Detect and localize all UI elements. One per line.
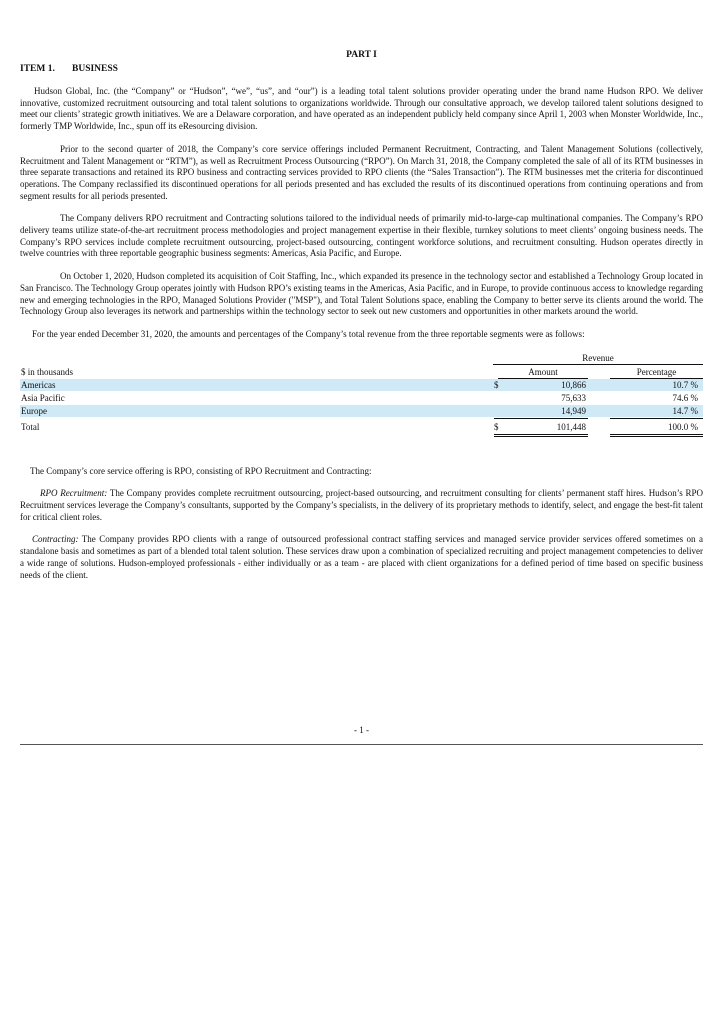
column-header-amount: Amount [498, 366, 588, 379]
page-number: - 1 - [354, 725, 369, 735]
total-rule-amount [494, 418, 588, 419]
paragraph-contracting [20, 534, 703, 581]
segment-amount: 14,949 [561, 405, 586, 416]
total-rule-percentage [610, 418, 703, 419]
paragraph-rpo-recruitment [20, 488, 703, 523]
footer-divider [20, 744, 703, 745]
item-heading [20, 64, 703, 74]
currency-symbol: $ [494, 421, 499, 432]
unit-label: $ in thousands [21, 366, 74, 377]
paragraph-intro: Hudson Global, Inc. (the “Company” or “Hudson”, “we”, “us”, and “our”) is a leading total talent solutions provider operating under the brand name Hudson RPO. We deliver innovative, customized recruitment outsourcing and total talent solutions to organizations worldwide. Through our consultative approach, we develop tailored talent solutions designed to meet our clients’ strategic growth initiatives. We are a Delaware corporation, and have operated as an independent publicly held company since April 1, 2003 when Monster Worldwide, Inc., formerly TMP Worldwide, Inc., spun off its eResourcing division. [20, 86, 703, 132]
rpo-recruitment-label: RPO Recruitment: [40, 488, 108, 499]
table-total-row [20, 421, 703, 433]
paragraph-revenue-intro: For the year ended December 31, 2020, the amounts and percentages of the Company’s total revenue from the three reportable segments were as follows: [32, 328, 585, 339]
revenue-table [20, 352, 703, 442]
double-rule-percentage [610, 434, 703, 437]
paragraph-rpo-delivery: The Company delivers RPO recruitment and Contracting solutions tailored to the individual needs of primarily mid-to-large-cap multinational companies. The Company’s RPO delivery teams utilize state-of-the-art recruitment process methodologies and project management expertise in their flexible, turnkey solutions to meet clients’ ongoing business needs. The Company’s RPO services include complete recruitment outsourcing, project-based outsourcing, contingent workforce solutions, and recruitment consulting. Hudson operates directly in twelve countries with three reportable geographic business segments: Americas, Asia Pacific, and Europe. [20, 213, 703, 259]
contracting-label: Contracting: [32, 534, 79, 545]
total-amount: 101,448 [556, 421, 586, 432]
segment-name: Asia Pacific [21, 392, 65, 403]
table-row [20, 392, 703, 404]
segment-percentage: 10.7 % [672, 379, 698, 390]
segment-name: Europe [21, 405, 47, 416]
segment-percentage: 74.6 % [672, 392, 698, 403]
segment-percentage: 14.7 % [672, 405, 698, 416]
total-label: Total [21, 421, 40, 432]
contracting-text: The Company provides RPO clients with a range of outsourced professional contract staffing services and managed service provider services offered sometimes on a standalone basis and sometimes as part of a blended total talent solution. These services draw upon a combination of specialized recruiting and project management competencies to deliver a wide range of solutions. Hudson-employed professionals - either individually or as a team - are placed with client organizations for a defined period of time based on specific business needs of the client. [20, 534, 703, 580]
segment-amount: 10,866 [561, 379, 586, 390]
table-header-row [20, 366, 703, 378]
paragraph-coit-acquisition: On October 1, 2020, Hudson completed its acquisition of Coit Staffing, Inc., which expanded its presence in the technology sector and established a Technology Group located in San Francisco. The Technology Group operates jointly with Hudson RPO’s existing teams in the Americas, Asia Pacific, and in Europe, to provide continuous access to knowledge regarding new and emerging technologies in the RPO, Managed Solutions Provider ("MSP"), and Total Talent Solutions space, enabling the Company to better serve its clients around the world. The Technology Group also leverages its network and partnerships within the technology sector to seek out new customers and opportunities in other markets around the world. [20, 271, 703, 317]
currency-symbol: $ [494, 379, 499, 390]
double-rule-amount [494, 434, 588, 437]
paragraph-rtm-history: Prior to the second quarter of 2018, the Company’s core service offerings included Permanent Recruitment, Contracting, and Talent Management Solutions (collectively, Recruitment and Talent Management or “RTM”), as well as Recruitment Process Outsourcing (“RPO”). On March 31, 2018, the Company completed the sale of all of its RTM businesses in three separate transactions and retained its RPO business and contracting services provided to RPO clients (the “Sales Transaction”). The RTM businesses met the criteria for discontinued operations. The Company reclassified its discontinued operations for all periods presented and has excluded the results of its discontinued operations from continuing operations and from segment results for all periods presented. [20, 143, 703, 201]
column-header-percentage: Percentage [610, 366, 703, 379]
document-page [20, 50, 703, 735]
part-title: PART I [346, 50, 377, 60]
segment-name: Americas [21, 379, 56, 390]
rpo-recruitment-text: The Company provides complete recruitment outsourcing, project-based outsourcing, and recruitment consulting for clients’ permanent staff hires. Hudson’s RPO Recruitment services leverage the Company’s consultants, supported by the Company’s specialists, in the delivery of its proprietary methods to identify, select, and engage the best-fit talent for critical client roles. [20, 488, 703, 522]
paragraph-core-offering: The Company’s core service offering is RPO, consisting of RPO Recruitment and Contracting: [30, 465, 372, 476]
table-row [20, 379, 703, 391]
item-title: BUSINESS [72, 64, 118, 74]
segment-amount: 75,633 [561, 392, 586, 403]
revenue-group-header: Revenue [493, 352, 703, 365]
total-percentage: 100.0 % [668, 421, 698, 432]
table-row [20, 405, 703, 417]
item-number: ITEM 1. [20, 64, 55, 74]
